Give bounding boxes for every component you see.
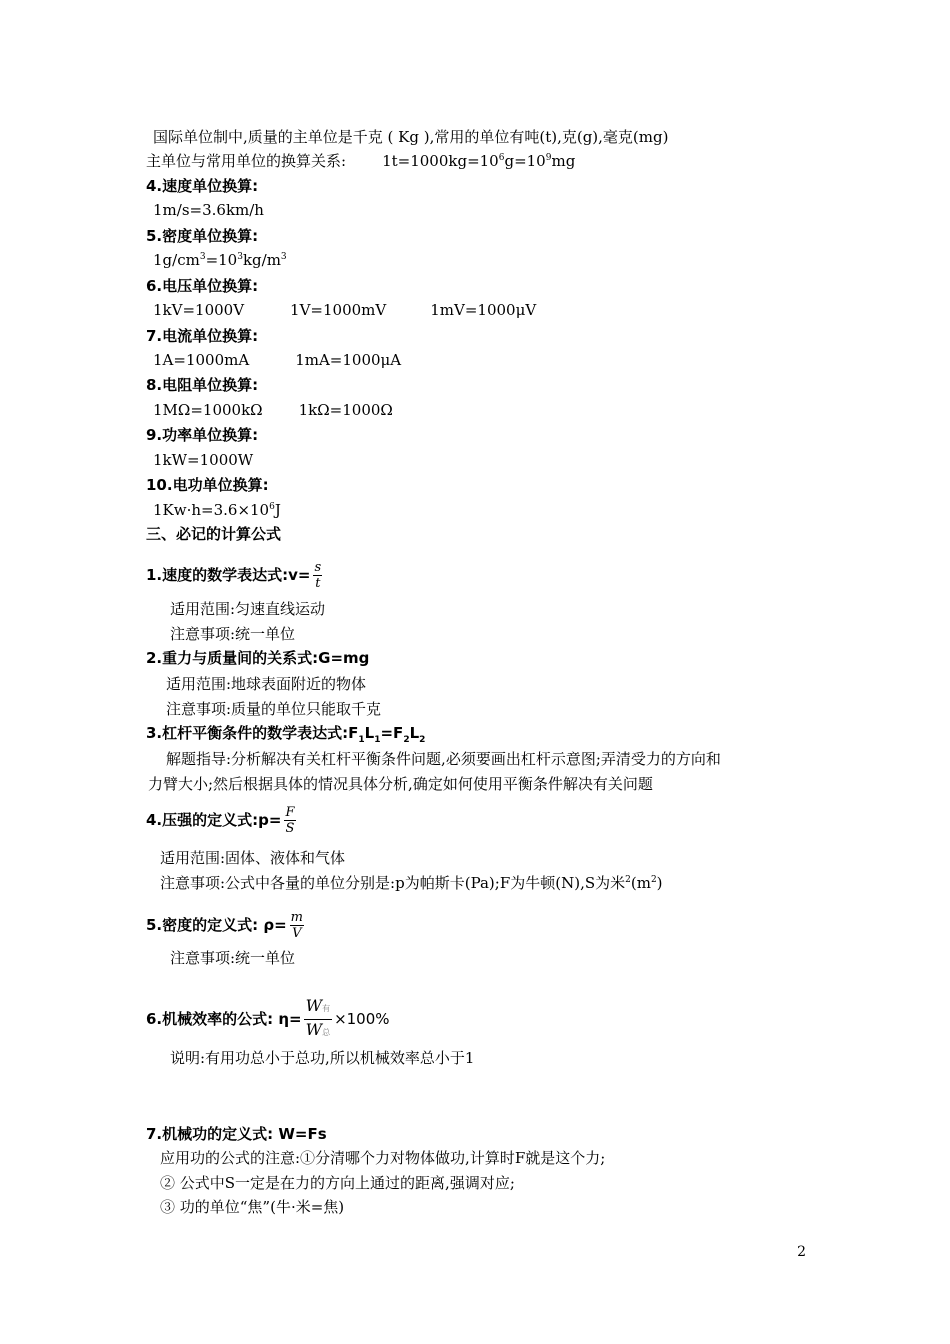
density-value: kg/m bbox=[242, 251, 281, 269]
current-conversion bbox=[153, 350, 401, 370]
numerator: s bbox=[314, 560, 322, 575]
exponent: 9 bbox=[545, 153, 552, 163]
numerator-symbol: W bbox=[305, 996, 323, 1015]
heading-speed-units: 4.速度单位换算: bbox=[146, 177, 259, 195]
section-three-heading: 三、必记的计算公式 bbox=[146, 525, 282, 543]
exponent: 3 bbox=[199, 252, 206, 262]
exponent: 6 bbox=[269, 502, 275, 512]
work-note-1: 应用功的公式的注意:①分清哪个力对物体做功,计算时F就是这个力; bbox=[160, 1149, 606, 1167]
formula-speed-label: 1.速度的数学表达式:v= bbox=[146, 566, 311, 584]
heading-density-units: 5.密度单位换算: bbox=[146, 227, 259, 245]
formula-part: =F bbox=[380, 724, 404, 742]
resistance-conversion bbox=[153, 400, 393, 420]
work-note-3: ③ 功的单位“焦”(牛·米=焦) bbox=[160, 1198, 345, 1216]
work-note-2: ② 公式中S一定是在力的方向上通过的距离,强调对应; bbox=[160, 1174, 515, 1192]
formula-efficiency-label: 6.机械效率的公式: η= bbox=[146, 1010, 302, 1028]
density-value: =10 bbox=[205, 251, 238, 269]
current-value: 1A=1000mA bbox=[153, 351, 250, 369]
mass-conversion-value: g=10 bbox=[504, 152, 546, 170]
pressure-note-text: 注意事项:公式中各量的单位分别是:p为帕斯卡(Pa);F为牛顿(N),S为米 bbox=[160, 874, 626, 892]
gravity-note: 注意事项:质量的单位只能取千克 bbox=[166, 700, 382, 718]
pressure-scope: 适用范围:固体、液体和气体 bbox=[160, 849, 346, 867]
mass-conversion-label: 主单位与常用单位的换算关系: bbox=[146, 152, 347, 170]
denominator: S bbox=[285, 821, 295, 836]
lever-guide-line-1: 解题指导:分析解决有关杠杆平衡条件问题,必须要画出杠杆示意图;弄清受力的方向和 bbox=[166, 750, 721, 768]
formula-pressure-label: 4.压强的定义式:p= bbox=[146, 811, 282, 829]
voltage-value: 1V=1000mV bbox=[290, 301, 387, 319]
mass-conversion-value: mg bbox=[551, 152, 576, 170]
speed-note: 注意事项:统一单位 bbox=[170, 625, 296, 643]
heading-resistance-units: 8.电阻单位换算: bbox=[146, 376, 259, 394]
work-value: 1Kw·h=3.6×10 bbox=[153, 501, 270, 519]
fraction bbox=[283, 805, 296, 836]
subscript: 2 bbox=[419, 735, 426, 745]
denominator-symbol: W bbox=[305, 1020, 323, 1039]
subscript: 2 bbox=[403, 735, 410, 745]
formula-work: 7.机械功的定义式: W=Fs bbox=[146, 1125, 327, 1143]
formula-pressure bbox=[146, 805, 298, 836]
formula-part: L bbox=[364, 724, 375, 742]
density-note: 注意事项:统一单位 bbox=[170, 949, 296, 967]
formula-lever bbox=[146, 723, 425, 743]
mass-conversion-line bbox=[146, 151, 575, 171]
page-number: 2 bbox=[797, 1244, 806, 1260]
resistance-value: 1kΩ=1000Ω bbox=[298, 401, 393, 419]
speed-conversion: 1m/s=3.6km/h bbox=[153, 201, 264, 219]
gravity-scope: 适用范围:地球表面附近的物体 bbox=[166, 675, 367, 693]
formula-density bbox=[146, 910, 307, 941]
resistance-value: 1MΩ=1000kΩ bbox=[153, 401, 263, 419]
lever-guide-line-2: 力臂大小;然后根据具体的情况具体分析,确定如何使用平衡条件解决有关问题 bbox=[148, 775, 653, 793]
fraction bbox=[289, 910, 305, 941]
exponent: 2 bbox=[650, 875, 657, 885]
denominator: V bbox=[292, 926, 302, 941]
denominator: t bbox=[315, 576, 321, 591]
formula-gravity: 2.重力与质量间的关系式:G=mg bbox=[146, 649, 370, 667]
subscript: 有 bbox=[322, 1004, 331, 1013]
efficiency-note: 说明:有用功总小于总功,所以机械效率总小于1 bbox=[170, 1049, 475, 1067]
denominator bbox=[304, 1019, 332, 1043]
voltage-value: 1mV=1000μV bbox=[430, 301, 537, 319]
numerator: F bbox=[285, 805, 295, 820]
pressure-note-text: ) bbox=[656, 874, 663, 892]
formula-part: L bbox=[409, 724, 420, 742]
fraction bbox=[304, 996, 332, 1043]
subscript: 1 bbox=[374, 735, 381, 745]
density-value: 1g/cm bbox=[153, 251, 200, 269]
formula-speed bbox=[146, 560, 325, 591]
numerator bbox=[304, 996, 332, 1019]
exponent: 6 bbox=[498, 153, 505, 163]
exponent: 2 bbox=[625, 875, 631, 885]
work-value: J bbox=[274, 501, 281, 519]
formula-density-label: 5.密度的定义式: ρ= bbox=[146, 916, 287, 934]
formula-efficiency bbox=[146, 996, 390, 1043]
power-conversion: 1kW=1000W bbox=[153, 451, 254, 469]
formula-part: ×100% bbox=[334, 1010, 390, 1028]
fraction bbox=[312, 560, 323, 591]
numerator: m bbox=[290, 910, 303, 925]
subscript: 总 bbox=[322, 1028, 331, 1037]
heading-power-units: 9.功率单位换算: bbox=[146, 426, 259, 444]
heading-current-units: 7.电流单位换算: bbox=[146, 327, 259, 345]
pressure-note-text: (m bbox=[630, 874, 651, 892]
exponent: 3 bbox=[237, 252, 243, 262]
exponent: 3 bbox=[280, 252, 287, 262]
voltage-value: 1kV=1000V bbox=[153, 301, 245, 319]
pressure-note bbox=[160, 873, 663, 893]
speed-scope: 适用范围:匀速直线运动 bbox=[170, 600, 326, 618]
voltage-conversion bbox=[153, 300, 536, 320]
subscript: 1 bbox=[358, 735, 365, 745]
formula-lever-label: 3.杠杆平衡条件的数学表达式:F bbox=[146, 724, 359, 742]
density-conversion bbox=[153, 250, 287, 270]
mass-unit-text: 国际单位制中,质量的主单位是千克 ( Kg ),常用的单位有吨(t),克(g),毫克(mg) bbox=[153, 128, 669, 146]
heading-voltage-units: 6.电压单位换算: bbox=[146, 277, 259, 295]
heading-work-units: 10.电功单位换算: bbox=[146, 476, 269, 494]
mass-conversion-value: 1t=1000kg=10 bbox=[382, 152, 499, 170]
work-conversion bbox=[153, 500, 281, 520]
current-value: 1mA=1000μA bbox=[295, 351, 402, 369]
